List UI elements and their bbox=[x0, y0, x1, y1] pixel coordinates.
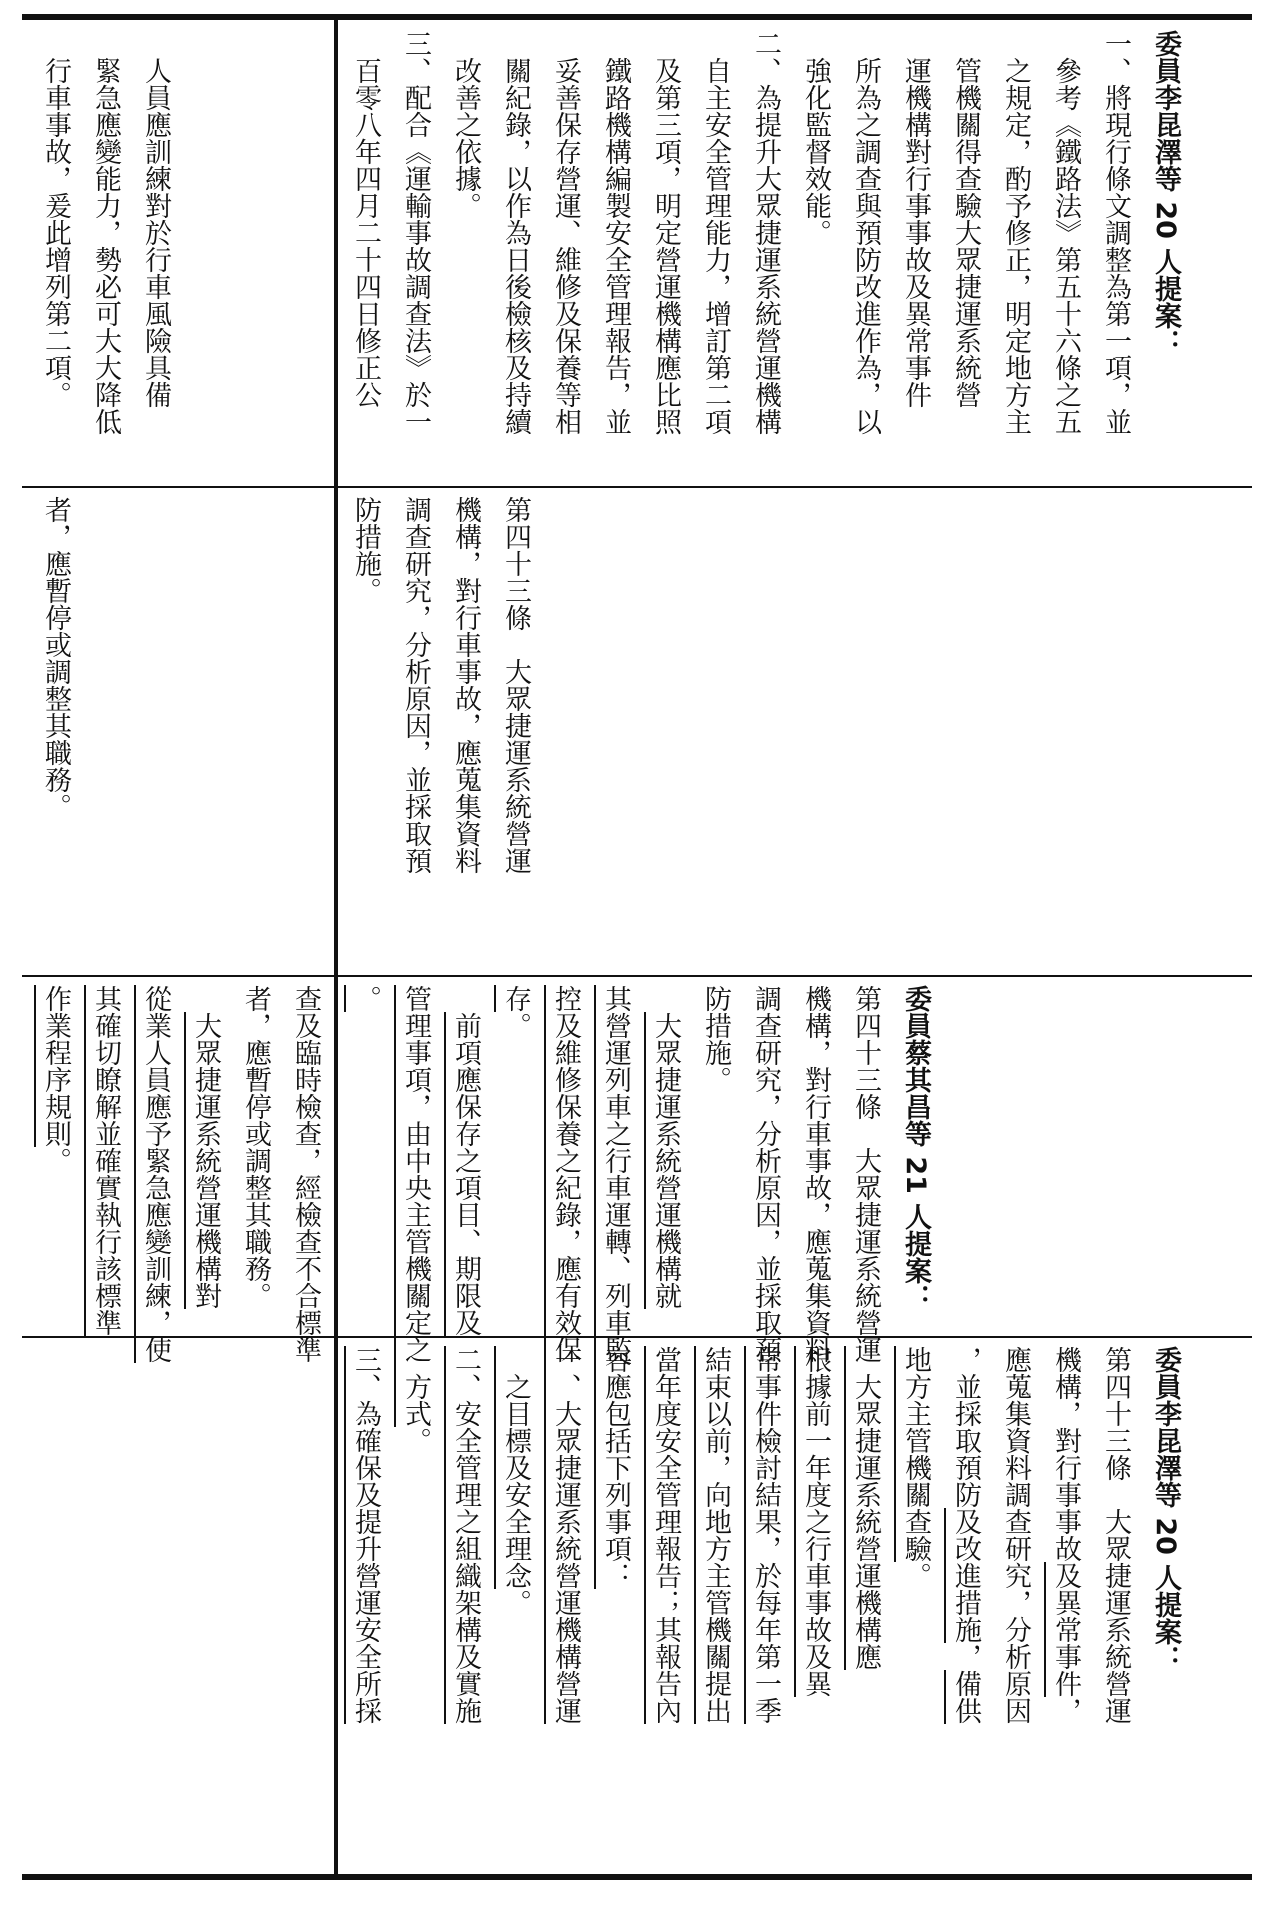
cell-r2c4 bbox=[30, 30, 180, 480]
text-line bbox=[540, 30, 590, 480]
text-line bbox=[340, 985, 390, 1330]
text-line bbox=[440, 30, 490, 480]
text-segment bbox=[450, 985, 481, 1012]
text-segment bbox=[190, 985, 221, 1012]
column-divider-2 bbox=[22, 975, 1252, 977]
text-segment: ，並採取預防 bbox=[950, 1346, 981, 1508]
text-segment: 改善之依據。 bbox=[450, 30, 481, 219]
amended-text: 管理事項，由中央主管機關定之 bbox=[400, 985, 431, 1363]
text-segment: 者，應暫停或調整其職務。 bbox=[240, 985, 271, 1309]
amended-text: 存 bbox=[500, 985, 531, 1012]
text-line bbox=[740, 1346, 790, 1866]
text-segment: 管機關得查驗大眾捷運系統營 bbox=[950, 30, 981, 408]
text-line bbox=[840, 30, 890, 480]
text-line bbox=[230, 985, 280, 1330]
amended-text: 根據前一年度之行車事故及異 bbox=[800, 1346, 831, 1697]
text-line bbox=[1140, 30, 1190, 480]
text-line bbox=[790, 1346, 840, 1866]
text-segment: 二、為提升大眾捷運系統營運機構 bbox=[750, 30, 781, 435]
cell-r1c1 bbox=[340, 1346, 1190, 1866]
cell-r2c2 bbox=[30, 985, 330, 1363]
text-line bbox=[590, 1346, 640, 1866]
amended-text: 之目標及安全理念 bbox=[500, 1346, 531, 1589]
text-line bbox=[690, 985, 740, 1330]
text-segment: 機構，對行事事故 bbox=[1050, 1346, 1081, 1562]
text-line bbox=[80, 985, 130, 1336]
text-segment: 第四十三條 大眾捷運系統營運 bbox=[1100, 1346, 1131, 1724]
amended-text: 當年度安全管理報告；其報告內 bbox=[650, 1346, 681, 1724]
text-segment: 鐵路機構編製安全管理報告，並 bbox=[600, 30, 631, 435]
text-line bbox=[1040, 1346, 1090, 1866]
text-segment: 。 bbox=[400, 1427, 431, 1454]
text-segment: 。 bbox=[40, 1147, 71, 1174]
text-segment: 查及臨時檢查，經檢查不合標準 bbox=[290, 985, 321, 1363]
column-divider-3 bbox=[22, 486, 1252, 488]
text-segment: 緊急應變能力，勢必可大大降低 bbox=[90, 30, 121, 435]
amended-text: 其確切瞭解並確實執行該標準 bbox=[90, 985, 121, 1336]
text-line bbox=[280, 985, 330, 1363]
text-segment: 防措施。 bbox=[350, 496, 381, 604]
cell-r1c2 bbox=[340, 985, 940, 1363]
text-line bbox=[590, 30, 640, 480]
text-segment: 。 bbox=[900, 1562, 931, 1589]
text-line bbox=[540, 1346, 590, 1866]
text-segment: 所為之調查與預防改進作為，以 bbox=[850, 30, 881, 435]
text-line bbox=[440, 496, 490, 966]
amended-text: 一、大眾捷運系統營運機構營運 bbox=[550, 1346, 581, 1724]
text-line bbox=[990, 30, 1040, 480]
text-segment bbox=[650, 985, 681, 1012]
text-segment: 第四十三條 大眾捷運系統營運 bbox=[850, 985, 881, 1363]
amended-text: 前項應保存之項目、期限及 bbox=[450, 1012, 481, 1336]
text-segment: 之規定，酌予修正，明定地方主 bbox=[1000, 30, 1031, 435]
text-segment: 三、配合《運輸事故調查法》於一 bbox=[400, 30, 431, 435]
text-line bbox=[130, 30, 180, 480]
cell-r2c3 bbox=[30, 496, 80, 966]
text-segment: 一、將現行條文調整為第一項，並 bbox=[1100, 30, 1131, 435]
text-segment: 妥善保存營運、維修及保養等相 bbox=[550, 30, 581, 435]
text-line bbox=[890, 985, 940, 1330]
text-segment: 機構，對行車事故，應蒐集資料 bbox=[800, 985, 831, 1363]
amended-text: 。 bbox=[350, 985, 381, 1012]
text-segment: 強化監督效能。 bbox=[800, 30, 831, 246]
text-line bbox=[340, 1346, 390, 1866]
column-divider-1 bbox=[22, 1336, 1252, 1338]
text-line bbox=[690, 1346, 740, 1866]
text-line bbox=[440, 1346, 490, 1866]
text-line bbox=[80, 30, 130, 480]
text-segment: ， bbox=[1050, 1697, 1081, 1724]
text-line bbox=[940, 1346, 990, 1866]
text-line bbox=[640, 985, 690, 1330]
text-line bbox=[940, 30, 990, 480]
text-line bbox=[30, 985, 80, 1330]
text-segment: 參考《鐵路法》第五十六條之五 bbox=[1050, 30, 1081, 435]
proposal-heading: 委員李昆澤等 20 人提案： bbox=[1150, 30, 1181, 357]
text-line bbox=[740, 30, 790, 480]
text-line bbox=[1140, 1346, 1190, 1866]
amended-text: 作業程序規則 bbox=[40, 985, 71, 1147]
text-segment: 。 bbox=[500, 1012, 531, 1039]
text-line bbox=[990, 1346, 1040, 1866]
text-segment: 防措施。 bbox=[700, 985, 731, 1093]
text-segment: 行車事故，爰此增列第二項。 bbox=[40, 30, 71, 408]
amended-text: 從業人員應予緊急應變訓練，使 bbox=[140, 985, 171, 1363]
text-line bbox=[30, 496, 80, 966]
text-line bbox=[30, 30, 80, 480]
text-segment: 自主安全管理能力，增訂第二項 bbox=[700, 30, 731, 435]
proposal-heading: 委員李昆澤等 20 人提案： bbox=[1150, 1346, 1181, 1673]
text-segment: 人員應訓練對於行車風險具備 bbox=[140, 30, 171, 408]
amended-text: 大眾捷運系統營運機構對 bbox=[190, 1012, 221, 1309]
text-segment: 調查研究，分析原因，並採取預 bbox=[750, 985, 781, 1363]
amended-text: 常事件檢討結果，於每年第一季 bbox=[750, 1346, 781, 1724]
text-line bbox=[340, 496, 390, 966]
text-line bbox=[440, 985, 490, 1336]
text-line bbox=[390, 496, 440, 966]
amended-text: 大眾捷運系統營運機構應 bbox=[850, 1346, 881, 1670]
text-segment: 者，應暫停或調整其職務。 bbox=[40, 496, 71, 820]
text-line bbox=[490, 496, 540, 966]
table-bottom-rule bbox=[22, 1874, 1252, 1880]
text-line bbox=[340, 30, 390, 480]
cell-r1c3 bbox=[340, 496, 540, 966]
amended-text: 二、安全管理之組織架構及實施 bbox=[450, 1346, 481, 1724]
row-divider-main bbox=[334, 20, 338, 1874]
text-line bbox=[790, 985, 840, 1363]
text-segment: 及第三項，明定營運機構應比照 bbox=[650, 30, 681, 435]
amended-text: 容應包括下列事項： bbox=[600, 1346, 631, 1589]
amended-text: 方式 bbox=[400, 1346, 431, 1427]
amended-text: 控及維修保養之紀錄，應有效保 bbox=[550, 985, 581, 1363]
text-segment: ， bbox=[950, 1643, 981, 1670]
text-line bbox=[690, 30, 740, 480]
text-segment: 百零八年四月二十四日修正公 bbox=[350, 30, 381, 408]
text-line bbox=[890, 1346, 940, 1866]
text-line bbox=[180, 985, 230, 1330]
amended-text: 地方主管機關查驗 bbox=[900, 1346, 931, 1562]
text-line bbox=[540, 985, 590, 1363]
amended-text: 備供 bbox=[950, 1670, 981, 1724]
cell-r1c4 bbox=[340, 30, 1190, 480]
text-line bbox=[640, 30, 690, 480]
text-line bbox=[1090, 1346, 1140, 1866]
text-segment: 運機構對行事事故及異常事件 bbox=[900, 30, 931, 408]
text-line bbox=[740, 985, 790, 1363]
text-line bbox=[840, 1346, 890, 1866]
text-line bbox=[390, 1346, 440, 1866]
table-top-rule bbox=[22, 14, 1252, 20]
amended-text: 及異常事件 bbox=[1050, 1562, 1081, 1697]
text-line bbox=[390, 985, 440, 1363]
text-segment: 第四十三條 大眾捷運系統營運 bbox=[500, 496, 531, 874]
text-line bbox=[390, 30, 440, 480]
text-line bbox=[640, 1346, 690, 1866]
text-line bbox=[1090, 30, 1140, 480]
text-line bbox=[490, 985, 540, 1330]
text-line bbox=[490, 30, 540, 480]
text-segment: 調查研究，分析原因，並採取預 bbox=[400, 496, 431, 874]
text-line bbox=[590, 985, 640, 1363]
amended-text: 三、為確保及提升營運安全所採 bbox=[350, 1346, 381, 1724]
text-line bbox=[1040, 30, 1090, 480]
text-line bbox=[890, 30, 940, 480]
text-line bbox=[490, 1346, 540, 1866]
text-segment: 關紀錄，以作為日後檢核及持續 bbox=[500, 30, 531, 435]
text-segment: 。 bbox=[500, 1589, 531, 1616]
text-segment: 機構，對行車事故，應蒐集資料 bbox=[450, 496, 481, 874]
amended-text: 大眾捷運系統營運機構就 bbox=[650, 1012, 681, 1309]
text-line bbox=[840, 985, 890, 1363]
amended-text: 結束以前，向地方主管機關提出 bbox=[700, 1346, 731, 1724]
text-segment: 應蒐集資料調查研究，分析原因 bbox=[1000, 1346, 1031, 1724]
text-line bbox=[790, 30, 840, 480]
amended-text: 及改進措施 bbox=[950, 1508, 981, 1643]
text-line bbox=[130, 985, 180, 1363]
amended-text: 其營運列車之行車運轉、列車監 bbox=[600, 985, 631, 1363]
proposal-heading: 委員蔡其昌等 21 人提案： bbox=[900, 985, 931, 1312]
